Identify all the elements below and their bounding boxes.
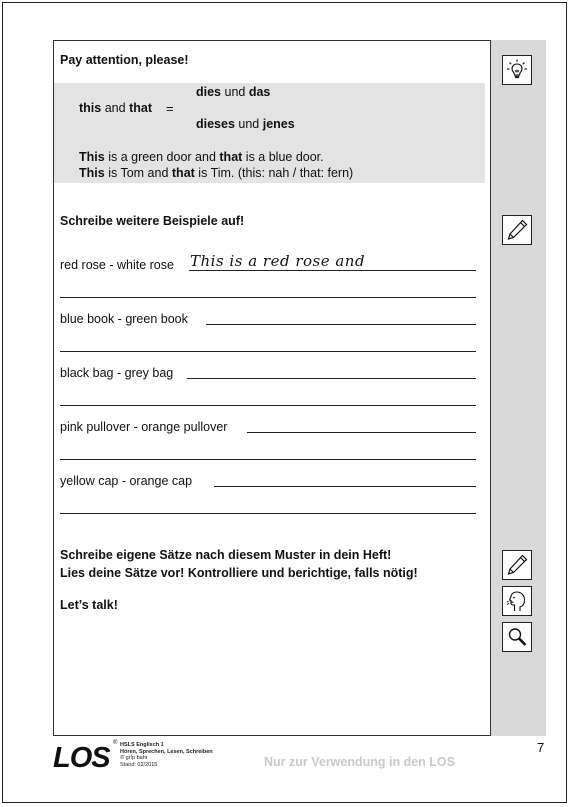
answer-line[interactable] — [60, 297, 476, 298]
equals-sign: = — [166, 101, 174, 116]
svg-text:LOS: LOS — [53, 742, 110, 772]
course-skills: Hören, Sprechen, Lesen, Schreiben — [120, 748, 213, 755]
course-title: HSLS Englisch 1 — [120, 742, 164, 748]
answer-line[interactable] — [214, 486, 476, 487]
ex2-that: that — [171, 166, 195, 180]
that-word: that — [129, 101, 152, 115]
stand-date: Stand: 02/2015 — [120, 761, 158, 768]
prompt-blue-book: blue book - green book — [60, 312, 188, 326]
and-word: and — [104, 101, 126, 115]
handwritten-answer: This is a red rose and — [190, 252, 366, 270]
answer-line[interactable] — [189, 270, 476, 271]
answer-line[interactable] — [60, 405, 476, 406]
dieses-und-jenes — [196, 117, 295, 131]
example-sentence-1 — [79, 150, 324, 164]
das-word: das — [248, 85, 271, 99]
ex1-end: is a blue door. — [245, 150, 324, 164]
ex2-this: This — [79, 166, 105, 180]
prompt-yellow-cap: yellow cap - orange cap — [60, 474, 193, 488]
prompt-black-bag: black bag - grey bag — [60, 366, 174, 380]
dies-und-das — [196, 85, 270, 99]
lightbulb-icon — [502, 55, 532, 85]
ex2-end: is Tim. (this: nah / that: fern) — [198, 166, 354, 180]
task-line-2: Lies deine Sätze vor! Kontrolliere und berichtige, falls nötig! — [60, 566, 418, 580]
registered-mark: ® — [113, 740, 118, 746]
pencil-icon — [502, 215, 532, 245]
ex1-mid: is a green door and — [108, 150, 216, 164]
los-logo — [53, 740, 113, 772]
lets-talk: Let’s talk! — [60, 598, 118, 612]
answer-line[interactable] — [60, 459, 476, 460]
usage-watermark: Nur zur Verwendung in den LOS — [264, 755, 455, 769]
ex2-mid: is Tom and — [108, 166, 169, 180]
answer-line[interactable] — [60, 351, 476, 352]
answer-line[interactable] — [206, 324, 476, 325]
answer-line[interactable] — [247, 432, 476, 433]
magnifier-icon — [502, 622, 532, 652]
ex1-this: This — [79, 150, 105, 164]
task-line-1: Schreibe eigene Sätze nach diesem Muster in dein Heft! — [60, 548, 392, 562]
exercise-instruction: Schreibe weitere Beispiele auf! — [60, 214, 245, 228]
und-word: und — [224, 85, 246, 99]
prompt-red-rose: red rose - white rose — [60, 258, 174, 272]
answer-line[interactable] — [187, 378, 476, 379]
und-word-2: und — [238, 117, 260, 131]
ex1-that: that — [219, 150, 243, 164]
this-and-that — [79, 101, 152, 115]
attention-heading: Pay attention, please! — [60, 53, 189, 67]
jenes-word: jenes — [262, 117, 295, 131]
pencil-icon — [502, 550, 532, 580]
this-word: this — [79, 101, 102, 115]
footer-info — [120, 742, 213, 768]
prompt-pink-pullover: pink pullover - orange pullover — [60, 420, 228, 434]
answer-line[interactable] — [60, 513, 476, 514]
dieses-word: dieses — [196, 117, 235, 131]
speaking-head-icon — [502, 586, 532, 616]
copyright: © gr!p bahr — [120, 755, 148, 761]
page-number: 7 — [537, 740, 545, 755]
dies-word: dies — [196, 85, 222, 99]
example-sentence-2 — [79, 166, 353, 180]
